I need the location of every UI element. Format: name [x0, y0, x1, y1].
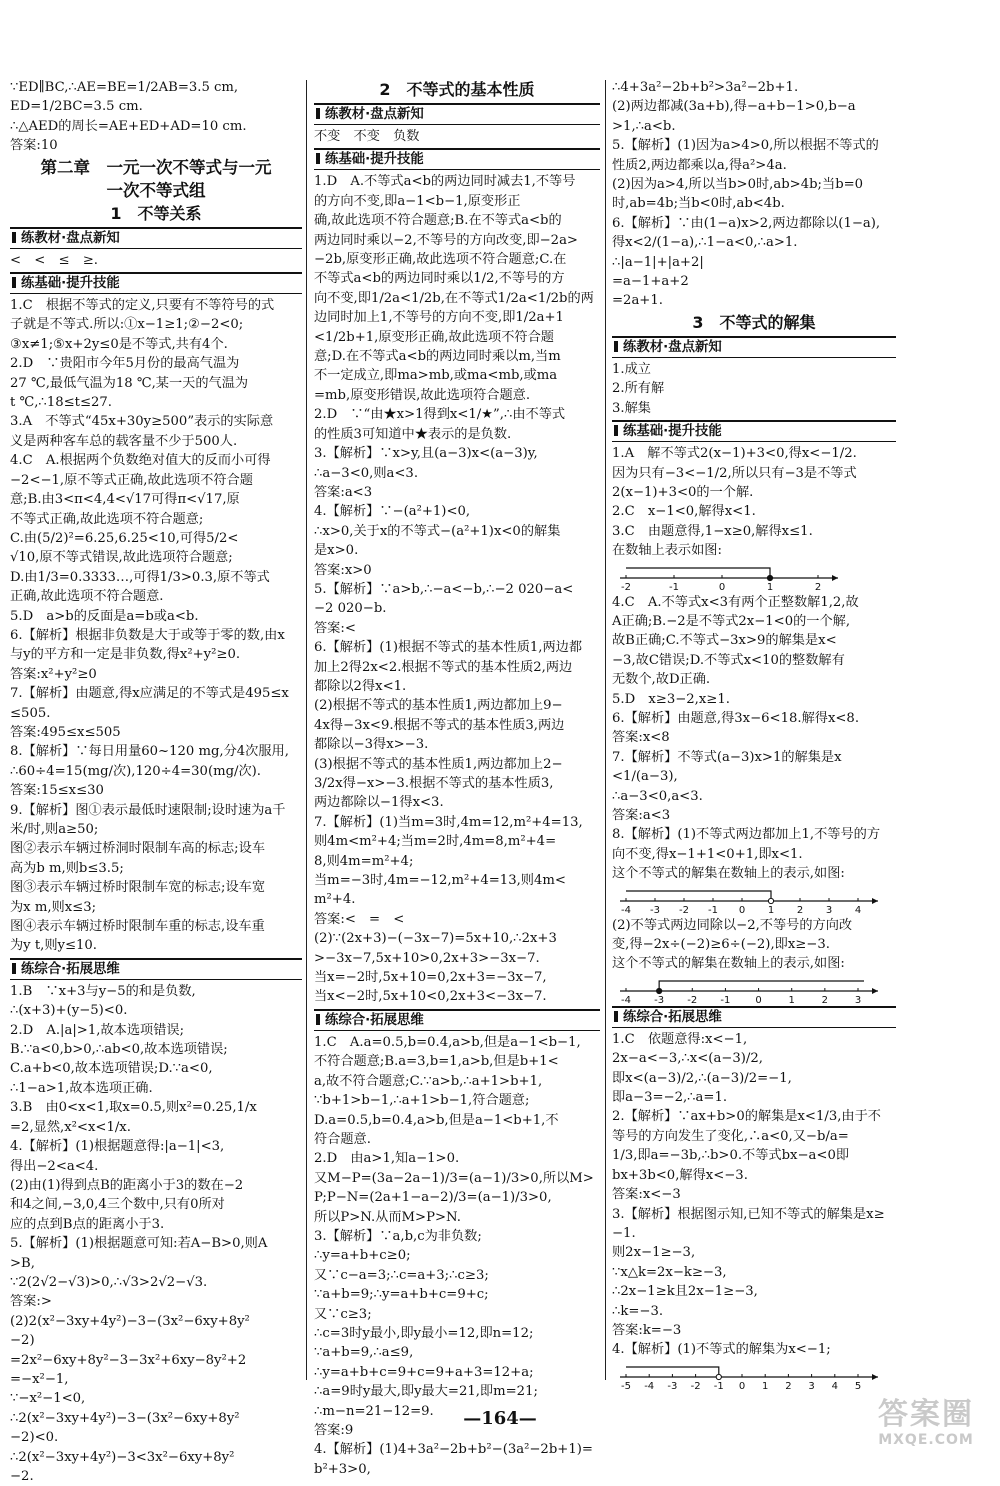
- page-number: —164—: [463, 1408, 537, 1429]
- text-line: 6.【解析】∵由(1−a)x>2,两边都除以(1−a),: [612, 215, 881, 231]
- endpoint-dot: [768, 898, 773, 903]
- text-line: −2)<0.: [10, 1430, 59, 1446]
- text-line: 符合题意.: [314, 1131, 371, 1147]
- text-line: 当x=−2时,5x+10=0,2x+3=−3x−7,: [314, 970, 547, 986]
- text-line: 的方向不变,即a−1<b−1,原变形正: [314, 193, 521, 209]
- section-title-1: 1 不等关系: [110, 203, 202, 223]
- text-line: 4.【解析】(1)根据题意得:|a−1|<3,: [10, 1139, 225, 1155]
- text-line: ∴|a−1|+|a+2|: [612, 254, 704, 270]
- text-line: 2(x−1)+3<0的一个解.: [612, 484, 754, 500]
- text-line: 都除以2得x<1.: [314, 678, 407, 694]
- text-line: 6.【解析】根据非负数是大于或等于零的数,由x: [10, 627, 285, 643]
- text-line: 5.【解析】∵a>b,∴−a<−b,∴−2 020−a<: [314, 581, 574, 597]
- chapter-title-line: 第二章 一元一次不等式与一元: [40, 157, 272, 177]
- text-line: 无数个,故D正确.: [612, 672, 711, 688]
- number-line-tick-label: 2: [821, 994, 829, 1006]
- text-line: ∴y=a+b+c≥0;: [314, 1248, 411, 1264]
- section-header: 练综合·拓展思维: [314, 1009, 600, 1031]
- text-line: 4.C A.根据两个负数绝对值大的反而小可得: [10, 453, 271, 469]
- text-line: ∴1−a>1,故本选项正确.: [10, 1080, 153, 1096]
- text-line: 因为只有−3<−1/2,所以只有−3是不等式: [612, 465, 857, 481]
- text-line: 向不变,得x−1+1<0+1,即x<1.: [612, 846, 803, 862]
- text-line: 答案:9: [314, 1423, 354, 1438]
- text-line: (2)因为a>4,所以当b>0时,ab>4b;当b=0: [612, 177, 864, 193]
- text-line: m²+4.: [314, 892, 356, 908]
- text-line: 时,ab=4b;当b<0时,ab<4b.: [612, 196, 785, 212]
- text-line: −2.: [10, 1469, 34, 1484]
- text-line: ∵−x²−1<0,: [10, 1391, 86, 1407]
- text-line: < < ≤ ≥.: [10, 252, 98, 268]
- text-line: D.由1/3=0.3333…,可得1/3>0.3,原不等式: [10, 569, 270, 585]
- text-line: 4x得−3x<9.根据不等式的基本性质3,两边: [314, 717, 565, 733]
- text-line: ∴60÷4=15(mg/次),120÷4=30(mg/次).: [10, 763, 262, 779]
- number-line-tick-label: 3: [808, 1380, 815, 1392]
- text-line: 1.D A.不等式a<b的两边同时减去1,不等号: [314, 174, 576, 190]
- column-divider: [605, 80, 606, 1380]
- text-line: =−x²−1,: [10, 1371, 69, 1387]
- text-line: 答案:k=−3: [612, 1322, 682, 1338]
- text-line: 性质2,两边都乘以a,得a²>4a.: [612, 157, 787, 173]
- text-line: 5.【解析】(1)根据题意可知:若A−B>0,则A: [10, 1236, 268, 1252]
- text-line: 得x<2/(1−a),∴1−a<0,∴a>1.: [612, 235, 798, 251]
- number-line-tick-label: 1: [788, 994, 795, 1006]
- text-line: (2)根据不等式的基本性质1,两边都加上9−: [314, 698, 563, 714]
- text-line: 答案:495≤x≤505: [10, 724, 121, 740]
- number-line-tick-label: -2: [679, 904, 689, 916]
- number-line-tick-label: -5: [621, 1380, 631, 1392]
- arrow-icon: [872, 898, 878, 904]
- text-line: ∵x△k=2x−k≥−3,: [612, 1264, 727, 1280]
- number-line-1: [612, 563, 896, 591]
- text-line: 义是两种客车总的载客量不少于500人.: [10, 433, 238, 449]
- number-line-tick-label: 2: [785, 1380, 792, 1392]
- number-line-tick-label: 0: [738, 1380, 746, 1392]
- section-header: 练教材·盘点新知: [612, 336, 896, 358]
- text-line: ∴2(x²−3xy+4y²)−3<3x²−6xy+8y²: [10, 1449, 235, 1465]
- text-line: 又∵c−a=3;∴c=a+3;∴c≥3;: [314, 1267, 489, 1283]
- text-line: 两边都除以−1得x<3.: [314, 795, 444, 811]
- text-line: =2,显然,x²<x<1/x.: [10, 1119, 131, 1135]
- text-line: 3.解集: [612, 400, 651, 416]
- text-line: 故B正确;C.不等式−3x>9的解集是x<: [612, 633, 837, 649]
- text-line: 3.【解析】∵x>y,且(a−3)x<(a−3)y,: [314, 446, 538, 462]
- text-line: A正确;B.−2是不等式2x−1<0的一个解,: [612, 613, 851, 629]
- text-line: 应的点到B点的距离小于3.: [10, 1216, 165, 1232]
- text-line: 3.A 不等式“45x+30y≥500”表示的实际意: [10, 414, 274, 430]
- text-line: B.∵a<0,b>0,∴ab<0,故本选项错误;: [10, 1042, 228, 1058]
- column-2: [314, 78, 600, 1479]
- c3-block-b2: [612, 593, 896, 884]
- text-line: 2.所有解: [612, 381, 665, 397]
- text-line: 又∵c≥3;: [314, 1306, 372, 1322]
- text-line: ∴m−n=21−12=9.: [314, 1403, 434, 1419]
- text-line: ∴(x+3)+(y−5)<0.: [10, 1003, 128, 1019]
- text-line: 意;B.由3<π<4,4<√17可得π<√17,原: [10, 492, 240, 508]
- text-line: (2)由(1)得到点B的距离小于3的数在−2: [10, 1177, 244, 1193]
- c3-block-a: [612, 360, 896, 418]
- chapter-title-line: 一次不等式组: [106, 180, 206, 200]
- text-line: 两边同时乘以−2,不等号的方向改变,即−2a>: [314, 232, 578, 248]
- text-line: 27 ℃,最低气温为18 ℃,某一天的气温为: [10, 375, 249, 391]
- text-line: P;P−N=(2a+1−a−2)/3=(a−1)/3>0,: [314, 1190, 552, 1206]
- number-line-tick-label: -3: [650, 904, 660, 916]
- number-line-4: [612, 1362, 896, 1390]
- text-line: 1.B ∵x+3与y−5的和是负数,: [10, 983, 196, 999]
- number-line-tick-label: -2: [687, 994, 698, 1006]
- text-line: 4.【解析】(1)不等式的解集为x<−1;: [612, 1342, 831, 1358]
- text-line: 2.D ∵贵阳市今年5月份的最高气温为: [10, 356, 240, 372]
- number-line-tick-label: 1: [766, 581, 774, 593]
- text-line: ∴k=−3.: [612, 1303, 664, 1319]
- text-line: =mb,原变形错误,故此选项符合题意.: [314, 387, 531, 403]
- text-line: 答案:x>0: [314, 562, 372, 578]
- text-line: 答案:x²+y²≥0: [10, 666, 97, 682]
- text-line: 答案:x<−3: [612, 1187, 681, 1203]
- watermark-logo: [870, 1398, 982, 1448]
- section-header: 练教材·盘点新知: [314, 103, 600, 125]
- text-line: ③x≠1;⑤x+2y≤0是不等式,共有4个.: [10, 336, 228, 352]
- text-line: b²+3>0,: [314, 1461, 371, 1477]
- text-line: 不变 不变 负数: [314, 129, 420, 144]
- text-line: ∵a+b=9;∴y=a+b+c=9+c;: [314, 1287, 489, 1303]
- c1-top-lines: [10, 78, 302, 156]
- text-line: 正确,故此选项不符合题意.: [10, 589, 164, 605]
- solution-range-marker: [626, 891, 771, 901]
- text-line: ≤505.: [10, 705, 51, 721]
- text-line: 为y t,则y≤10.: [10, 938, 97, 954]
- text-line: 3.B 由0<x<1,取x=0.5,则x²=0.25,1/x: [10, 1100, 257, 1116]
- text-line: 为x m,则x≤3;: [10, 899, 97, 915]
- text-line: 2.【解析】∵ax+b>0的解集是x<1/3,由于不: [612, 1109, 881, 1125]
- text-line: =2x²−6xy+8y²−3−3x²+6xy−8y²+2: [10, 1352, 247, 1368]
- text-line: 图③表示车辆过桥时限制车宽的标志;设车宽: [10, 880, 266, 896]
- text-line: 又M−P=(3a−2a−1)/3=(a−1)/3>0,所以M>: [314, 1170, 594, 1186]
- text-line: 8,则4m=m²+4;: [314, 853, 414, 869]
- number-line-tick-label: -2: [690, 1380, 701, 1392]
- c3-top-lines: [612, 78, 896, 311]
- text-line: 8.【解析】∵每日用量60~120 mg,分4次服用,: [10, 744, 289, 760]
- text-line: 答案:10: [10, 138, 58, 154]
- section-title-3: 3 不等式的解集: [692, 312, 816, 332]
- text-line: 1.C A.a=0.5,b=0.4,a>b,但是a−1<b−1,: [314, 1034, 581, 1050]
- text-line: 这个不等式的解集在数轴上的表示,如图:: [612, 866, 845, 882]
- number-line-2: [612, 886, 896, 914]
- text-line: ∴a−3<0,则a<3.: [314, 465, 419, 481]
- number-line-tick-label: 3: [825, 904, 833, 916]
- text-line: 5.D x≥3−2,x≥1.: [612, 691, 730, 707]
- text-line: 4.【解析】∵−(a²+1)<0,: [314, 504, 471, 520]
- text-line: 和4之间,−3,0,4三个数中,只有0所对: [10, 1197, 225, 1213]
- text-line: −3,故C错误;D.不等式x<10的整数解有: [612, 652, 845, 668]
- text-line: C.a+b<0,故本选项错误;D.∵a<0,: [10, 1061, 213, 1077]
- text-line: 不一定成立,即ma>mb,或ma<mb,或ma: [314, 368, 558, 384]
- text-line: 所以P>N.从而M>P>N.: [314, 1209, 461, 1225]
- watermark-text: 答案圈: [878, 1397, 974, 1432]
- text-line: 答案:<: [314, 620, 356, 636]
- number-line-tick-label: 0: [755, 994, 762, 1006]
- text-line: 9.【解析】图①表示最低时速限制;设时速为a千: [10, 802, 286, 818]
- section-title-2: 2 不等式的基本性质: [379, 80, 535, 99]
- text-line: 的性质3可知道中★表示的是负数.: [314, 426, 512, 442]
- text-line: 1.成立: [612, 361, 651, 377]
- number-line-tick-label: -3: [667, 1380, 678, 1392]
- text-line: (2)不等式两边同除以−2,不等号的方向改: [612, 917, 853, 933]
- text-line: <1/(a−3),: [612, 769, 678, 785]
- text-line: ∴y=a+b+c=9+c=9+a+3=12+a;: [314, 1364, 534, 1380]
- text-line: 3/2x得−x>−3.根据不等式的基本性质3,: [314, 776, 554, 791]
- text-line: 1.C 依题意得:x<−1,: [612, 1031, 748, 1047]
- number-line-tick-label: 0: [738, 904, 746, 916]
- text-line: (2)2(x²−3xy+4y²)−3−(3x²−6xy+8y²: [10, 1313, 250, 1329]
- text-line: <1/2b+1,原变形正确,故此选项不符合题: [314, 329, 554, 345]
- text-line: 确,故此选项不符合题意;B.在不等式a<b的: [314, 213, 562, 229]
- text-line: 8.【解析】(1)不等式两边都加上1,不等号的方: [612, 827, 881, 843]
- number-line-tick-label: -1: [708, 904, 718, 916]
- text-line: 与y的平方和一定是非负数,得x²+y²≥0.: [10, 647, 241, 663]
- text-line: 则4m<m²+4;当m=2时,4m=8,m²+4=: [314, 834, 557, 850]
- text-line: 边同时加上1,不等号的方向不变,即1/2a+1: [314, 310, 564, 326]
- text-line: 2.D ∵“由★x>1得到x<1/★”,∴由不等式: [314, 407, 566, 423]
- text-line: ∴4+3a²−2b+b²>3a²−2b+1.: [612, 80, 799, 95]
- text-line: ∴2(x²−3xy+4y²)−3−(3x²−6xy+8y²: [10, 1410, 240, 1426]
- number-line-tick-label: -3: [654, 994, 665, 1006]
- text-line: ∵a+b=9,∴a≤9,: [314, 1345, 414, 1361]
- chapter-title: [10, 156, 302, 202]
- section-header: 练综合·拓展思维: [612, 1006, 896, 1028]
- text-line: 变,得−2x÷(−2)≥6÷(−2),即x≥−3.: [612, 937, 830, 953]
- text-line: 3.C 由题意得,1−x≥0,解得x≤1.: [612, 523, 813, 539]
- text-line: =2a+1.: [612, 293, 663, 309]
- text-line: ∴△AED的周长=AE+ED+AD=10 cm.: [10, 118, 247, 134]
- text-line: 是x>0.: [314, 543, 359, 559]
- text-line: 高为b m,则b≤3.5;: [10, 860, 124, 876]
- text-line: 则2x−1≥−3,: [612, 1245, 696, 1261]
- text-line: 1.A 解不等式2(x−1)+3<0,得x<−1/2.: [612, 446, 857, 462]
- text-line: a,故不符合题意;C.∵a>b,∴a+1>b+1,: [314, 1073, 543, 1089]
- text-line: 意;D.在不等式a<b的两边同时乘以m,当m: [314, 349, 561, 365]
- number-line-tick-label: 1: [762, 1380, 769, 1392]
- text-line: 答案:< = <: [314, 911, 405, 927]
- text-line: =a−1+a+2: [612, 274, 689, 290]
- text-line: −2b,原变形正确,故此选项不符合题意;C.在: [314, 252, 567, 268]
- text-line: 得出−2<a<4.: [10, 1158, 99, 1174]
- number-line-tick-label: 4: [831, 1380, 838, 1392]
- text-line: 即x<(a−3)/2,∴(a−3)/2=−1,: [612, 1070, 792, 1086]
- text-line: ∴2x−1≥k且2x−1≥−3,: [612, 1284, 758, 1300]
- text-line: 当x<−2时,5x+10<0,2x+3<−3x−7.: [314, 989, 547, 1005]
- column-3: [612, 78, 896, 1392]
- text-line: ∴a=9时y最大,即y最大=21,即m=21;: [314, 1384, 538, 1400]
- column-1: [10, 78, 302, 1486]
- text-line: 1.C 根据不等式的定义,只要有不等符号的式: [10, 298, 275, 314]
- text-line: (3)根据不等式的基本性质1,两边都加上2−: [314, 756, 563, 772]
- endpoint-dot: [767, 575, 772, 580]
- c3-block-b3: [612, 916, 896, 974]
- section-header: 练综合·拓展思维: [10, 958, 302, 980]
- text-line: 4.C A.不等式x<3有两个正整数解1,2,故: [612, 594, 859, 610]
- c1-blocks: [10, 227, 302, 1486]
- number-line-2-svg: [612, 886, 892, 914]
- endpoint-dot: [657, 988, 662, 993]
- text-line: 答案:x<8: [612, 730, 670, 746]
- text-line: 答案:>: [10, 1294, 52, 1310]
- text-line: 2.D A.|a|>1,故本选项错误;: [10, 1022, 185, 1038]
- text-line: 3.【解析】∵a,b,c为非负数;: [314, 1228, 482, 1244]
- number-line-tick-label: -4: [644, 1380, 655, 1392]
- text-line: −2 020−b.: [314, 601, 387, 617]
- number-line-1-svg: [612, 563, 852, 591]
- text-line: 不符合题意;B.a=3,b=1,a>b,但是b+1<: [314, 1054, 559, 1070]
- text-line: 1/3,即a=−3b,∴b>0.不等式bx−a<0即: [612, 1148, 850, 1164]
- text-line: 答案:a<3: [612, 808, 671, 823]
- text-line: 3.【解析】根据图示知,已知不等式的解集是x≥: [612, 1206, 885, 1222]
- text-line: ∴a−3<0,a<3.: [612, 788, 703, 804]
- text-line: bx+3b<0,解得x<−3.: [612, 1167, 748, 1183]
- text-line: >B,: [10, 1255, 35, 1271]
- text-line: >−3x−7,5x+10>0,2x+3>−3x−7.: [314, 950, 540, 966]
- number-line-tick-label: 5: [854, 1380, 862, 1392]
- text-line: 7.【解析】不等式(a−3)x>1的解集是x: [612, 749, 842, 765]
- section-header: 练基础·提升技能: [10, 272, 302, 294]
- text-line: 都除以−3得x>−3.: [314, 737, 429, 753]
- c2-blocks: [314, 103, 600, 1479]
- text-line: −2): [10, 1333, 35, 1349]
- text-line: 答案:15≤x≤30: [10, 783, 104, 799]
- number-line-tick-label: 1: [767, 904, 775, 916]
- text-line: 2.C x−1<0,解得x<1.: [612, 504, 756, 520]
- text-line: 子就是不等式.所以:①x−1≥1;②−2<0;: [10, 317, 244, 333]
- text-line: ∵ED∥BC,∴AE=BE=1/2AB=3.5 cm,: [10, 80, 239, 95]
- text-line: 6.【解析】由题意,得3x−6<18.解得x<8.: [612, 710, 860, 726]
- text-line: 5.D a>b的反面是a=b或a<b.: [10, 608, 199, 624]
- text-line: 6.【解析】(1)根据不等式的基本性质1,两边都: [314, 640, 583, 656]
- number-line-tick-label: -4: [621, 904, 631, 916]
- text-line: 等号的方向发生了变化,∴a<0,又−b/a=: [612, 1128, 849, 1144]
- number-line-3: [612, 976, 896, 1004]
- number-line-tick-label: -4: [621, 994, 631, 1006]
- number-line-4-svg: [612, 1362, 892, 1390]
- section-header: 练教材·盘点新知: [10, 227, 302, 249]
- solution-range-marker: [659, 981, 864, 991]
- text-line: 向不变,即1/2a<1/2b,在不等式1/2a<1/2b的两: [314, 290, 594, 306]
- text-line: −1.: [612, 1225, 636, 1241]
- number-line-tick-label: 0: [718, 581, 726, 593]
- text-line: ED=1/2BC=3.5 cm.: [10, 99, 143, 115]
- text-line: 当m=−3时,4m=−12,m²+4=13,则4m<: [314, 873, 566, 889]
- text-line: ∵b+1>b−1,∴a+1>b−1,符合题意;: [314, 1093, 530, 1109]
- endpoint-dot: [716, 1374, 721, 1379]
- number-line-tick-label: 3: [854, 994, 862, 1006]
- text-line: 即a−3=−2,∴a=1.: [612, 1090, 728, 1106]
- number-line-3-svg: [612, 976, 892, 1004]
- section-header: 练基础·提升技能: [314, 148, 600, 170]
- text-line: (2)两边都减(3a+b),得−a+b−1>0,b−a: [612, 99, 856, 115]
- text-line: 米/时,则a≥50;: [10, 822, 99, 837]
- c3-block-b1: [612, 444, 896, 541]
- text-line: ∴x>0,关于x的不等式−(a²+1)x<0的解集: [314, 523, 561, 539]
- text-line: 答案:a<3: [314, 484, 373, 500]
- text-line: −2<−1,原不等式正确,故此选项不符合题: [10, 472, 253, 488]
- text-line: (2)∵(2x+3)−(−3x−7)=5x+10,∴2x+3: [314, 931, 557, 947]
- arrow-icon: [872, 1374, 878, 1380]
- text-line: 5.【解析】(1)因为a>4>0,所以根据不等式的: [612, 138, 879, 154]
- number-line-tick-label: 2: [814, 581, 822, 593]
- number-line-tick-label: -1: [713, 1380, 724, 1392]
- number-line-tick-label: 4: [854, 904, 862, 916]
- column-divider: [306, 80, 307, 1380]
- text-line: ∴c=3时y最小,即y最小=12,即n=12;: [314, 1325, 534, 1341]
- number-line-tick-label: 2: [796, 904, 804, 916]
- c3-block-c1: [612, 1030, 896, 1360]
- text-line: >1,∴a<b.: [612, 118, 676, 134]
- arrow-icon: [872, 988, 878, 994]
- text-line: ∵2(2√2−√3)>0,∴√3>2√2−√3.: [10, 1274, 208, 1290]
- number-line-tick-label: -1: [669, 581, 679, 593]
- text-line: 2x−a<−3,∴x<(a−3)/2,: [612, 1051, 763, 1067]
- text-line: 不等式正确,故此选项不符合题意;: [10, 511, 204, 527]
- text-line: 图④表示车辆过桥时限制车重的标志,设车重: [10, 919, 265, 935]
- text-line: 不等式a<b的两边同时乘以1/2,不等号的方: [314, 271, 565, 287]
- numline-caption: 在数轴上表示如图:: [612, 543, 722, 559]
- number-line-tick-label: -2: [621, 581, 631, 593]
- text-line: 7.【解析】由题意,得x应满足的不等式是495≤x: [10, 686, 289, 702]
- section-header: 练基础·提升技能: [612, 420, 896, 442]
- number-line-tick-label: -1: [720, 994, 731, 1006]
- text-line: D.a=0.5,b=0.4,a>b,但是a−1<b+1,不: [314, 1112, 559, 1128]
- solution-range-marker: [626, 568, 770, 578]
- text-line: 7.【解析】(1)当m=3时,4m=12,m²+4=13,: [314, 814, 583, 830]
- text-line: 2.D 由a>1,知a−1>0.: [314, 1151, 460, 1167]
- text-line: √10,原不等式错误,故此选项符合题意;: [10, 550, 233, 566]
- arrow-icon: [832, 575, 838, 581]
- watermark-url: MXQE.COM: [878, 1432, 974, 1448]
- text-line: C.由(5/2)²=6.25,6.25<10,可得5/2<: [10, 530, 239, 546]
- text-line: t ℃,∴18≤t≤27.: [10, 395, 112, 411]
- text-line: 4.【解析】(1)4+3a²−2b+b²−(3a²−2b+1)=: [314, 1442, 593, 1458]
- text-line: 加上2得2x<2.根据不等式的基本性质2,两边: [314, 659, 573, 675]
- text-line: 图②表示车辆过桥洞时限制车高的标志;设车: [10, 841, 266, 857]
- text-line: 这个不等式的解集在数轴上的表示,如图:: [612, 956, 845, 972]
